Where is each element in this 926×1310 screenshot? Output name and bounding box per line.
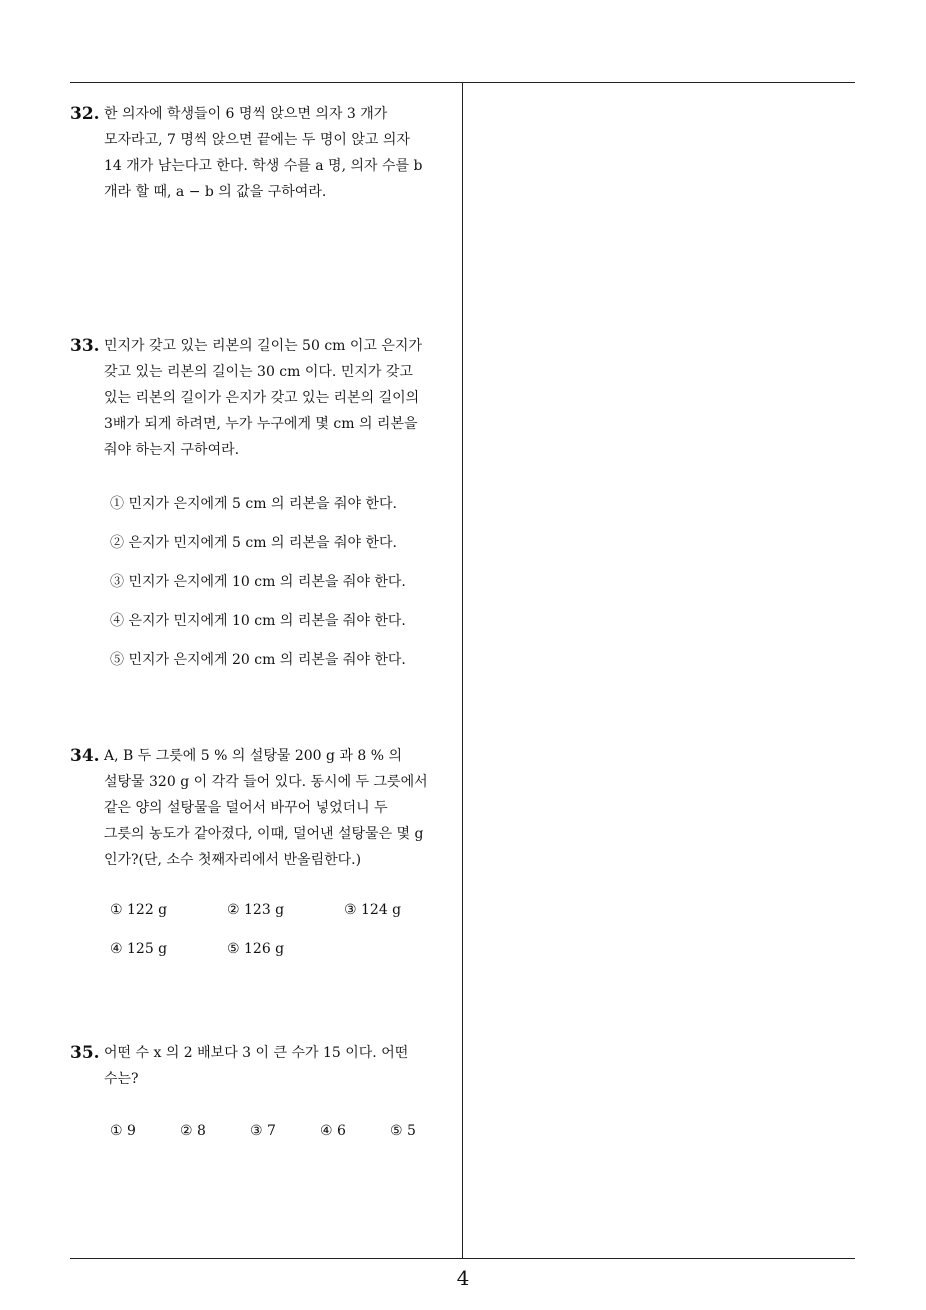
choice-2[interactable]: ② 123 g (227, 902, 285, 918)
question-text (104, 1040, 416, 1092)
question-line: 갖고 있는 리본의 길이는 30 cm 이다. 민지가 갖고 (104, 364, 413, 380)
choice-4[interactable]: ④ 6 (320, 1123, 346, 1139)
question-34 (70, 743, 462, 962)
question-line: 14 개가 남는다고 한다. 학생 수를 a 명, 의자 수를 b (104, 158, 423, 174)
choice-4[interactable]: ④ 125 g (110, 941, 168, 957)
choice-2[interactable]: ② 8 (180, 1123, 206, 1139)
question-line: 한 의자에 학생들이 6 명씩 앉으면 의자 3 개가 (104, 106, 388, 122)
question-line: 어떤 수 x 의 2 배보다 3 이 큰 수가 15 이다. 어떤 (104, 1045, 409, 1061)
answer-choices (70, 897, 462, 962)
choice-5[interactable]: ⑤ 민지가 은지에게 20 cm 의 리본을 줘야 한다. (110, 652, 406, 668)
choice-1[interactable]: ① 122 g (110, 902, 168, 918)
choice-4[interactable]: ④ 은지가 민지에게 10 cm 의 리본을 줘야 한다. (110, 613, 406, 629)
question-number: 35. (70, 1043, 100, 1063)
question-number: 33. (70, 336, 100, 356)
question-line: 민지가 갖고 있는 리본의 길이는 50 cm 이고 은지가 (104, 338, 422, 354)
question-number: 34. (70, 746, 100, 766)
choice-1[interactable]: ① 민지가 은지에게 5 cm 의 리본을 줘야 한다. (110, 496, 397, 512)
question-32 (70, 101, 462, 205)
question-number: 32. (70, 104, 100, 124)
question-33 (70, 333, 462, 680)
question-text (104, 743, 436, 873)
choice-1[interactable]: ① 9 (110, 1123, 136, 1139)
bottom-rule (70, 1258, 855, 1259)
question-line: 모자라고, 7 명씩 앉으면 끝에는 두 명이 앉고 의자 (104, 132, 410, 148)
question-line: 인가?(단, 소수 첫째자리에서 반올림한다.) (104, 852, 362, 868)
choice-3[interactable]: ③ 민지가 은지에게 10 cm 의 리본을 줘야 한다. (110, 574, 406, 590)
question-text (104, 333, 430, 463)
page-number: 4 (456, 1266, 470, 1290)
answer-choices (70, 1118, 462, 1144)
question-line: 개라 할 때, a − b 의 값을 구하여라. (104, 184, 327, 200)
question-text (104, 101, 430, 205)
question-line: 같은 양의 설탕물을 덜어서 바꾸어 넣었더니 두 (104, 800, 388, 816)
question-line: A, B 두 그릇에 5 % 의 설탕물 200 g 과 8 % 의 (104, 748, 403, 764)
choice-3[interactable]: ③ 124 g (344, 902, 402, 918)
question-line: 설탕물 320 g 이 각각 들어 있다. 동시에 두 그릇에서 (104, 774, 428, 790)
question-line: 수는? (104, 1071, 139, 1087)
column-divider (462, 82, 463, 1258)
choice-3[interactable]: ③ 7 (250, 1123, 276, 1139)
question-line: 3배가 되게 하려면, 누가 누구에게 몇 cm 의 리본을 (104, 416, 418, 432)
question-line: 줘야 하는지 구하여라. (104, 442, 240, 458)
question-line: 그릇의 농도가 같아졌다, 이때, 덜어낸 설탕물은 몇 g (104, 826, 424, 842)
choice-5[interactable]: ⑤ 5 (390, 1123, 416, 1139)
choice-2[interactable]: ② 은지가 민지에게 5 cm 의 리본을 줘야 한다. (110, 535, 397, 551)
question-line: 있는 리본의 길이가 은지가 갖고 있는 리본의 길이의 (104, 390, 420, 406)
choice-5[interactable]: ⑤ 126 g (227, 941, 285, 957)
answer-choices (70, 485, 462, 680)
question-35 (70, 1040, 462, 1144)
